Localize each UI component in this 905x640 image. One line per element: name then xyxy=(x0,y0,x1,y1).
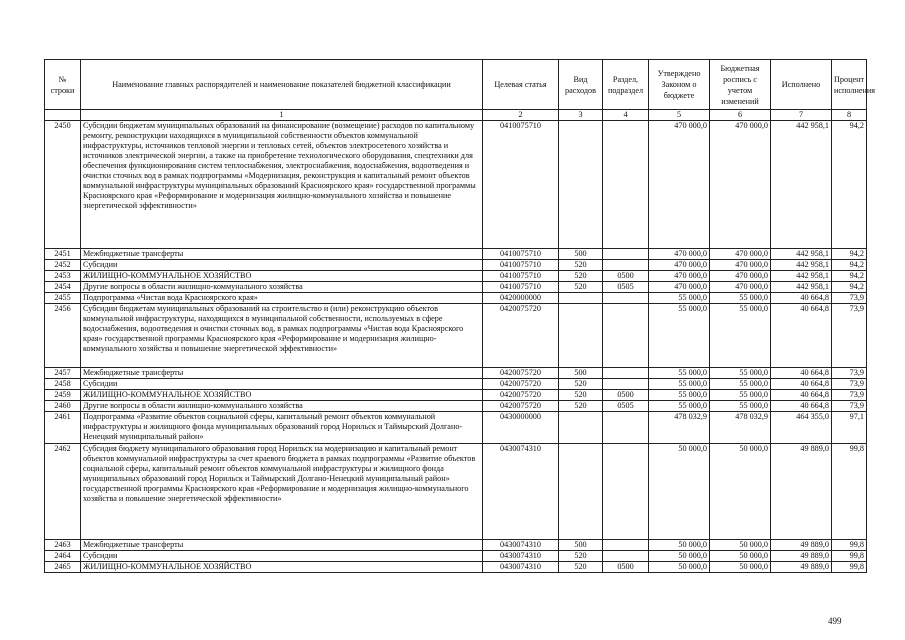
colnum-1: 1 xyxy=(81,110,483,121)
approved-amount: 50 000,0 xyxy=(649,562,710,573)
expense-type xyxy=(559,444,603,540)
row-number: 2459 xyxy=(45,390,81,401)
target-article: 0410075710 xyxy=(483,121,559,249)
expense-type: 520 xyxy=(559,282,603,293)
section-code xyxy=(603,368,649,379)
target-article: 0430074310 xyxy=(483,444,559,540)
colnum-3: 3 xyxy=(559,110,603,121)
target-article: 0410075710 xyxy=(483,260,559,271)
target-article: 0430000000 xyxy=(483,412,559,444)
section-code xyxy=(603,444,649,540)
execution-percent: 94,2 xyxy=(832,271,867,282)
executed-amount: 49 889,0 xyxy=(771,444,832,540)
row-name: Подпрограмма «Развитие объектов социальной сферы, капитальный ремонт объектов коммунальной инфраструктуры и жилищного фонда муниципальных образований город Норильск и Таймырский Долгано-Ненецкий муниципальный район» xyxy=(81,412,483,444)
expense-type: 500 xyxy=(559,368,603,379)
section-code xyxy=(603,304,649,368)
roster-amount: 470 000,0 xyxy=(710,249,771,260)
section-code xyxy=(603,260,649,271)
section-code xyxy=(603,293,649,304)
row-number: 2452 xyxy=(45,260,81,271)
approved-amount: 55 000,0 xyxy=(649,368,710,379)
target-article: 0410075710 xyxy=(483,249,559,260)
executed-amount: 40 664,8 xyxy=(771,293,832,304)
executed-amount: 442 958,1 xyxy=(771,249,832,260)
row-name: Подпрограмма «Чистая вода Красноярского края» xyxy=(81,293,483,304)
row-number: 2462 xyxy=(45,444,81,540)
approved-amount: 470 000,0 xyxy=(649,249,710,260)
execution-percent: 99,8 xyxy=(832,444,867,540)
row-name: Субсидии xyxy=(81,551,483,562)
header-row-number: № строки xyxy=(45,60,81,110)
expense-type xyxy=(559,121,603,249)
table-row xyxy=(45,260,867,271)
approved-amount: 55 000,0 xyxy=(649,379,710,390)
row-number: 2464 xyxy=(45,551,81,562)
roster-amount: 470 000,0 xyxy=(710,282,771,293)
roster-amount: 470 000,0 xyxy=(710,260,771,271)
colnum-4: 4 xyxy=(603,110,649,121)
target-article: 0420075720 xyxy=(483,390,559,401)
roster-amount: 55 000,0 xyxy=(710,379,771,390)
approved-amount: 478 032,9 xyxy=(649,412,710,444)
table-row xyxy=(45,304,867,368)
executed-amount: 442 958,1 xyxy=(771,271,832,282)
table-row xyxy=(45,444,867,540)
section-code: 0505 xyxy=(603,401,649,412)
executed-amount: 40 664,8 xyxy=(771,401,832,412)
table-row xyxy=(45,562,867,573)
header-percent: Процент исполнения xyxy=(832,60,867,110)
row-name: ЖИЛИЩНО-КОММУНАЛЬНОЕ ХОЗЯЙСТВО xyxy=(81,271,483,282)
colnum-7: 7 xyxy=(771,110,832,121)
table-row xyxy=(45,271,867,282)
row-number: 2455 xyxy=(45,293,81,304)
roster-amount: 55 000,0 xyxy=(710,390,771,401)
execution-percent: 99,8 xyxy=(832,551,867,562)
row-name: Другие вопросы в области жилищно-коммунального хозяйства xyxy=(81,401,483,412)
section-code: 0505 xyxy=(603,282,649,293)
roster-amount: 50 000,0 xyxy=(710,562,771,573)
execution-percent: 94,2 xyxy=(832,282,867,293)
expense-type xyxy=(559,304,603,368)
approved-amount: 470 000,0 xyxy=(649,282,710,293)
table-row xyxy=(45,249,867,260)
table-row xyxy=(45,390,867,401)
approved-amount: 50 000,0 xyxy=(649,444,710,540)
approved-amount: 50 000,0 xyxy=(649,551,710,562)
roster-amount: 50 000,0 xyxy=(710,444,771,540)
table-row xyxy=(45,401,867,412)
section-code xyxy=(603,540,649,551)
approved-amount: 50 000,0 xyxy=(649,540,710,551)
row-name: Межбюджетные трансферты xyxy=(81,368,483,379)
expense-type: 500 xyxy=(559,540,603,551)
table-row xyxy=(45,540,867,551)
execution-percent: 94,2 xyxy=(832,121,867,249)
execution-percent: 73,9 xyxy=(832,390,867,401)
approved-amount: 470 000,0 xyxy=(649,260,710,271)
executed-amount: 40 664,8 xyxy=(771,304,832,368)
expense-type xyxy=(559,293,603,304)
row-number: 2458 xyxy=(45,379,81,390)
execution-percent: 94,2 xyxy=(832,260,867,271)
target-article: 0430074310 xyxy=(483,562,559,573)
row-name: Субсидия бюджету муниципального образования город Норильск на модернизацию и капитальный ремонт объектов коммунальной инфраструктуры за счет краевого бюджета в рамках подпрограммы «Развитие объектов социальной сферы, капитальный ремонт объектов коммунальной инфраструктуры и жилищного фонда муниципальных образований город Норильск и Таймырский Долгано-Ненецкий муниципальный район» государственной программы Красноярского края «Реформирование и модернизация жилищно-коммунального хозяйства и повышение энергетической эффективности» xyxy=(81,444,483,540)
colnum-0 xyxy=(45,110,81,121)
target-article: 0420075720 xyxy=(483,304,559,368)
execution-percent: 99,8 xyxy=(832,562,867,573)
section-code: 0500 xyxy=(603,390,649,401)
target-article: 0410075710 xyxy=(483,271,559,282)
roster-amount: 50 000,0 xyxy=(710,540,771,551)
roster-amount: 55 000,0 xyxy=(710,293,771,304)
row-number: 2454 xyxy=(45,282,81,293)
executed-amount: 464 355,0 xyxy=(771,412,832,444)
execution-percent: 97,1 xyxy=(832,412,867,444)
target-article: 0410075710 xyxy=(483,282,559,293)
header-target-article: Целевая статья xyxy=(483,60,559,110)
expense-type: 500 xyxy=(559,249,603,260)
row-number: 2456 xyxy=(45,304,81,368)
executed-amount: 49 889,0 xyxy=(771,540,832,551)
executed-amount: 40 664,8 xyxy=(771,368,832,379)
roster-amount: 55 000,0 xyxy=(710,368,771,379)
row-name: Субсидии бюджетам муниципальных образований на строительство и (или) реконструкцию объектов коммунальной инфраструктуры, находящихся в муниципальной собственности, используемых в сфере водоснабжения, водоотведения и очистки сточных вод, в рамках подпрограммы «Чистая вода Красноярского края» государственной программы Красноярского края «Реформирование и модернизация жилищно-коммунального хозяйства и повышение энергетической эффективности» xyxy=(81,304,483,368)
row-name: ЖИЛИЩНО-КОММУНАЛЬНОЕ ХОЗЯЙСТВО xyxy=(81,390,483,401)
executed-amount: 49 889,0 xyxy=(771,562,832,573)
table-row xyxy=(45,379,867,390)
roster-amount: 478 032,9 xyxy=(710,412,771,444)
target-article: 0420075720 xyxy=(483,401,559,412)
colnum-8: 8 xyxy=(832,110,867,121)
table-row xyxy=(45,293,867,304)
target-article: 0420000000 xyxy=(483,293,559,304)
expense-type: 520 xyxy=(559,551,603,562)
target-article: 0430074310 xyxy=(483,551,559,562)
expense-type: 520 xyxy=(559,260,603,271)
expense-type xyxy=(559,412,603,444)
execution-percent: 73,9 xyxy=(832,304,867,368)
section-code xyxy=(603,551,649,562)
page-number: 499 xyxy=(828,616,842,626)
row-number: 2451 xyxy=(45,249,81,260)
row-number: 2457 xyxy=(45,368,81,379)
colnum-6: 6 xyxy=(710,110,771,121)
execution-percent: 73,9 xyxy=(832,368,867,379)
executed-amount: 49 889,0 xyxy=(771,551,832,562)
target-article: 0430074310 xyxy=(483,540,559,551)
roster-amount: 55 000,0 xyxy=(710,401,771,412)
header-name: Наименование главных распорядителей и наименование показателей бюджетной классификации xyxy=(81,60,483,110)
colnum-2: 2 xyxy=(483,110,559,121)
row-number: 2461 xyxy=(45,412,81,444)
colnum-5: 5 xyxy=(649,110,710,121)
approved-amount: 55 000,0 xyxy=(649,401,710,412)
row-name: Субсидии бюджетам муниципальных образований на финансирование (возмещение) расходов по капитальному ремонту, реконструкции находящихся в муниципальной собственности объектов коммунальной инфраструктуры, источников тепловой энергии и тепловых сетей, объектов электросетевого хозяйства и источников электрической энергии, а также на приобретение технологического оборудования, спецтехники для обеспечения функционирования систем теплоснабжения, электроснабжения, водоснабжения, водоотведения и очистки сточных вод в рамках подпрограммы «Модернизация, реконструкция и капитальный ремонт объектов коммунальной инфраструктуры муниципальных образований Красноярского края» государственной программы Красноярского края «Реформирование и модернизация жилищно-коммунального хозяйства и повышение энергетической эффективности» xyxy=(81,121,483,249)
executed-amount: 40 664,8 xyxy=(771,379,832,390)
row-name: ЖИЛИЩНО-КОММУНАЛЬНОЕ ХОЗЯЙСТВО xyxy=(81,562,483,573)
row-name: Межбюджетные трансферты xyxy=(81,540,483,551)
executed-amount: 442 958,1 xyxy=(771,260,832,271)
header-section: Раздел, подраздел xyxy=(603,60,649,110)
table-row xyxy=(45,282,867,293)
approved-amount: 55 000,0 xyxy=(649,390,710,401)
expense-type: 520 xyxy=(559,401,603,412)
row-number: 2453 xyxy=(45,271,81,282)
budget-table xyxy=(44,59,876,573)
executed-amount: 442 958,1 xyxy=(771,121,832,249)
approved-amount: 470 000,0 xyxy=(649,121,710,249)
executed-amount: 442 958,1 xyxy=(771,282,832,293)
roster-amount: 55 000,0 xyxy=(710,304,771,368)
target-article: 0420075720 xyxy=(483,379,559,390)
section-code xyxy=(603,249,649,260)
execution-percent: 73,9 xyxy=(832,401,867,412)
header-budget-roster: Бюджетная роспись с учетом изменений xyxy=(710,60,771,110)
row-name: Субсидии xyxy=(81,260,483,271)
table-row xyxy=(45,551,867,562)
table-row xyxy=(45,368,867,379)
header-approved: Утверждено Законом о бюджете xyxy=(649,60,710,110)
expense-type: 520 xyxy=(559,379,603,390)
roster-amount: 470 000,0 xyxy=(710,271,771,282)
expense-type: 520 xyxy=(559,271,603,282)
execution-percent: 94,2 xyxy=(832,249,867,260)
roster-amount: 470 000,0 xyxy=(710,121,771,249)
execution-percent: 99,8 xyxy=(832,540,867,551)
execution-percent: 73,9 xyxy=(832,379,867,390)
section-code xyxy=(603,412,649,444)
section-code xyxy=(603,121,649,249)
section-code: 0500 xyxy=(603,271,649,282)
section-code xyxy=(603,379,649,390)
row-name: Другие вопросы в области жилищно-коммунального хозяйства xyxy=(81,282,483,293)
header-expense-type: Вид расходов xyxy=(559,60,603,110)
approved-amount: 55 000,0 xyxy=(649,304,710,368)
row-name: Межбюджетные трансферты xyxy=(81,249,483,260)
execution-percent: 73,9 xyxy=(832,293,867,304)
approved-amount: 55 000,0 xyxy=(649,293,710,304)
approved-amount: 470 000,0 xyxy=(649,271,710,282)
target-article: 0420075720 xyxy=(483,368,559,379)
header-executed: Исполнено xyxy=(771,60,832,110)
roster-amount: 50 000,0 xyxy=(710,551,771,562)
expense-type: 520 xyxy=(559,562,603,573)
expense-type: 520 xyxy=(559,390,603,401)
row-name: Субсидии xyxy=(81,379,483,390)
row-number: 2450 xyxy=(45,121,81,249)
table-row xyxy=(45,121,867,249)
row-number: 2460 xyxy=(45,401,81,412)
executed-amount: 40 664,8 xyxy=(771,390,832,401)
table-row xyxy=(45,412,867,444)
row-number: 2465 xyxy=(45,562,81,573)
row-number: 2463 xyxy=(45,540,81,551)
section-code: 0500 xyxy=(603,562,649,573)
